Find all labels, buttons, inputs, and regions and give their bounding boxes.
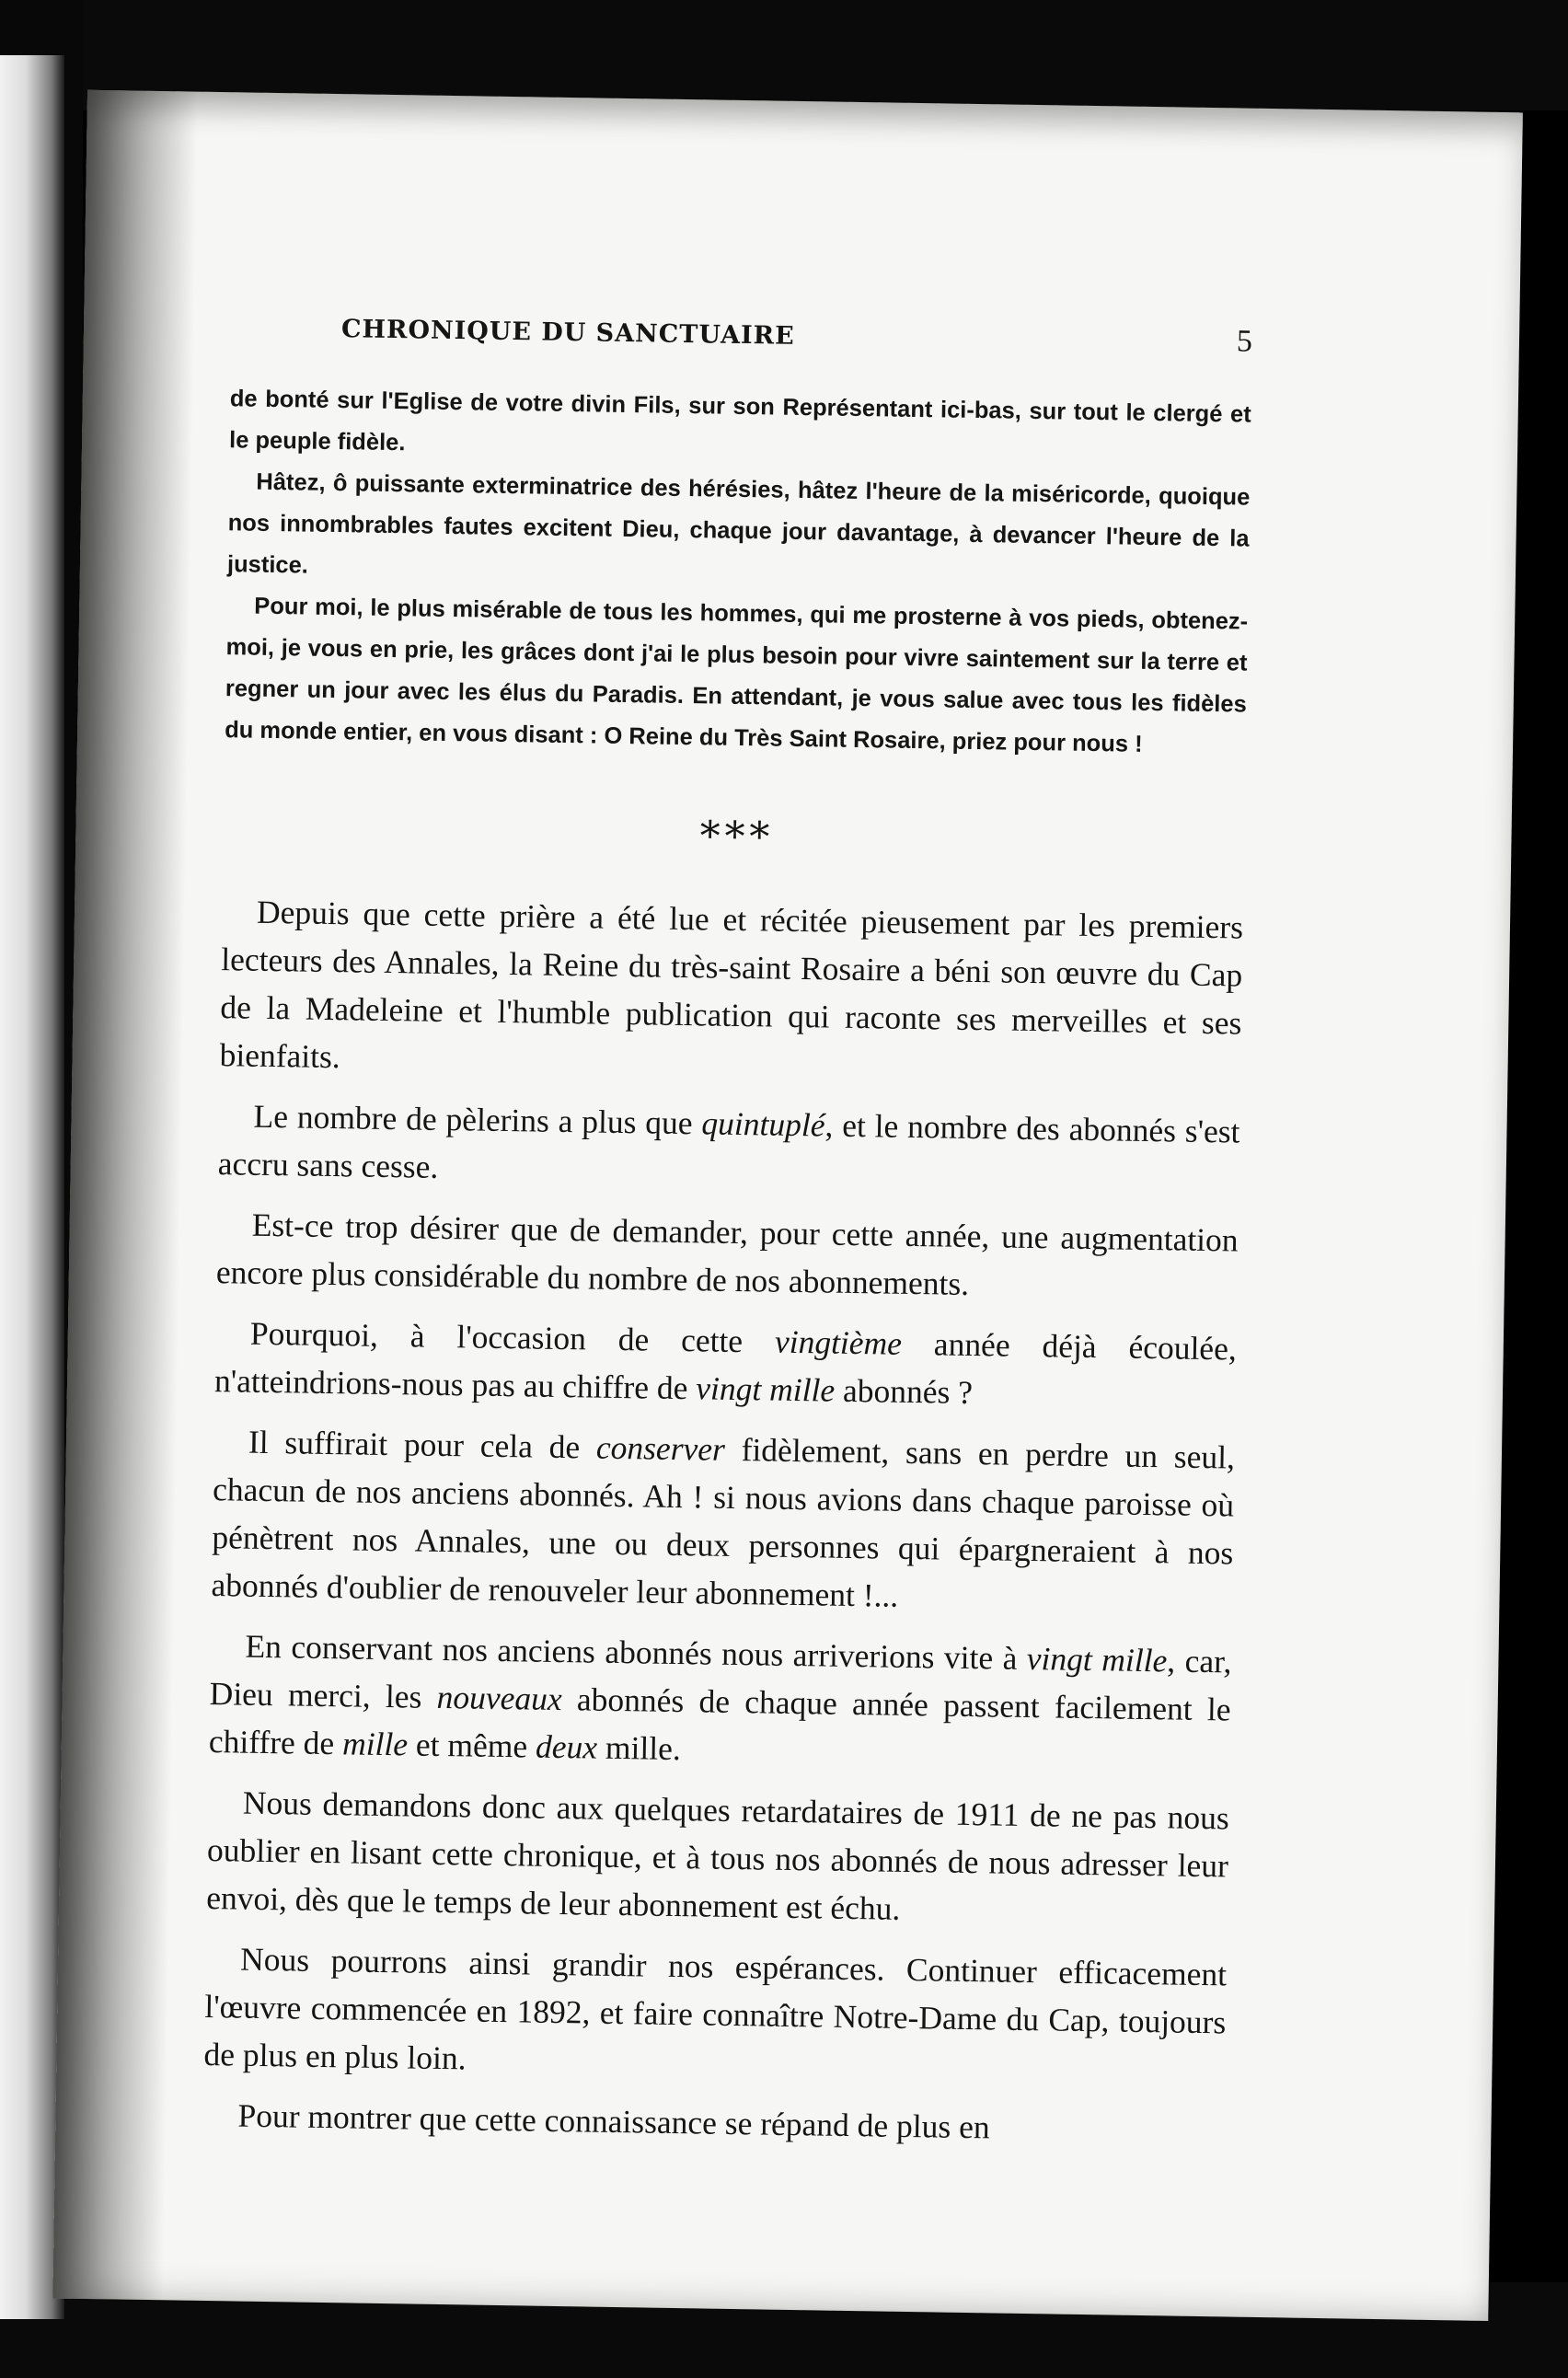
book-page xyxy=(52,90,1523,2321)
emphasis: mille xyxy=(341,1725,409,1763)
text-run: Pourquoi, à l'occasion de cette xyxy=(249,1314,776,1360)
emphasis: conserver xyxy=(595,1428,726,1468)
text-run: abonnés de chaque année passent facilement le chiffre de xyxy=(208,1680,1231,1762)
prayer-paragraph: de bonté sur l'Eglise de votre divin Fils, sur son Représentant ici-bas, sur tout le clergé et le peuple fidèle. xyxy=(228,386,1251,456)
body-paragraph: Est-ce trop désirer que de demander, pour cette année, une augmentation encore plus considérable du nombre de nos abonnements. xyxy=(215,1206,1239,1302)
text-run: Il suffirait pour cela de xyxy=(248,1423,597,1466)
page-number: 5 xyxy=(1236,324,1253,359)
body-paragraph: Pour montrer que cette connaissance se répand de plus en xyxy=(237,2096,990,2146)
text-run: et même xyxy=(407,1726,536,1765)
asterism-separator: * * * xyxy=(699,813,768,861)
emphasis: quintuplé xyxy=(701,1104,825,1144)
text-run: année déjà écoulée, n'atteindrions-nous pas au chiffre de xyxy=(213,1324,1238,1407)
prayer-paragraph: Hâtez, ô puissante exterminatrice des hérésies, hâtez l'heure de la miséricorde, quoique nos innombrables fautes excitent Dieu, chaque jour davantage, à devancer l'heure de la justice. xyxy=(226,468,1251,579)
body-paragraph xyxy=(217,1091,1239,1203)
prayer-text xyxy=(225,378,1251,767)
running-title: CHRONIQUE DU SANCTUAIRE xyxy=(340,315,795,351)
text-run: fidèlement, sans en perdre un seul, chacun de nos anciens abonnés. Ah ! si nous avions dans chaque paroisse où pénètrent nos Annales, une ou deux personnes qui épargneraient à nos abonnés d'oublier de renouveler leur abonnement !... xyxy=(211,1430,1236,1614)
text-run: Le nombre de pèlerins a plus que xyxy=(253,1097,702,1142)
chronicle-text xyxy=(202,887,1243,2154)
emphasis: deux xyxy=(535,1727,598,1766)
emphasis: vingt mille xyxy=(1026,1639,1168,1680)
text-run: abonnés ? xyxy=(834,1371,974,1412)
body-paragraph: Nous demandons donc aux quelques retardataires de 1911 de ne pas nous oublier en lisant cette chronique, et à tous nos abonnés de nous adresser leur envoi, dès que le temps de leur abonnement est échu. xyxy=(205,1784,1230,1927)
text-run: , car, Dieu merci, les xyxy=(209,1642,1232,1715)
emphasis: nouveaux xyxy=(436,1678,563,1718)
text-run: , et le nombre des abonnés s'est accru sans cesse. xyxy=(217,1106,1240,1185)
emphasis: vingtième xyxy=(774,1322,903,1362)
body-paragraph xyxy=(209,1622,1232,1781)
body-paragraph: Nous pourrons ainsi grandir nos espérances. Continuer efficacement l'œuvre commencée en 1892, et faire connaître Notre-Dame du Cap, toujours de plus en plus loin. xyxy=(203,1940,1228,2077)
running-head xyxy=(341,310,1252,360)
page-content xyxy=(202,308,1252,2167)
text-run: mille. xyxy=(596,1728,682,1768)
text-run: En conservant nos anciens abonnés nous arriverions vite à xyxy=(245,1627,1028,1677)
prayer-paragraph: Pour moi, le plus misérable de tous les hommes, qui me prosterne à vos pieds, obtenez-moi, je vous en prie, les grâces dont j'ai le plus besoin pour vivre saintement sur la terre et regner un jour avec les élus du Paradis. En attendant, je vous salue avec tous les fidèles du monde entier, en vous disant : O Reine du Très Saint Rosaire, priez pour nous ! xyxy=(224,593,1249,757)
body-paragraph: Depuis que cette prière a été lue et récitée pieusement par les premiers lecteurs des Annales, la Reine du très-saint Rosaire a béni son œuvre du Cap de la Madeleine et l'humble publication qui raconte ses merveilles et ses bienfaits. xyxy=(219,893,1244,1076)
emphasis: vingt mille xyxy=(696,1369,836,1409)
facing-page-edge xyxy=(0,55,64,2319)
body-paragraph xyxy=(214,1309,1237,1420)
body-paragraph xyxy=(211,1417,1235,1624)
